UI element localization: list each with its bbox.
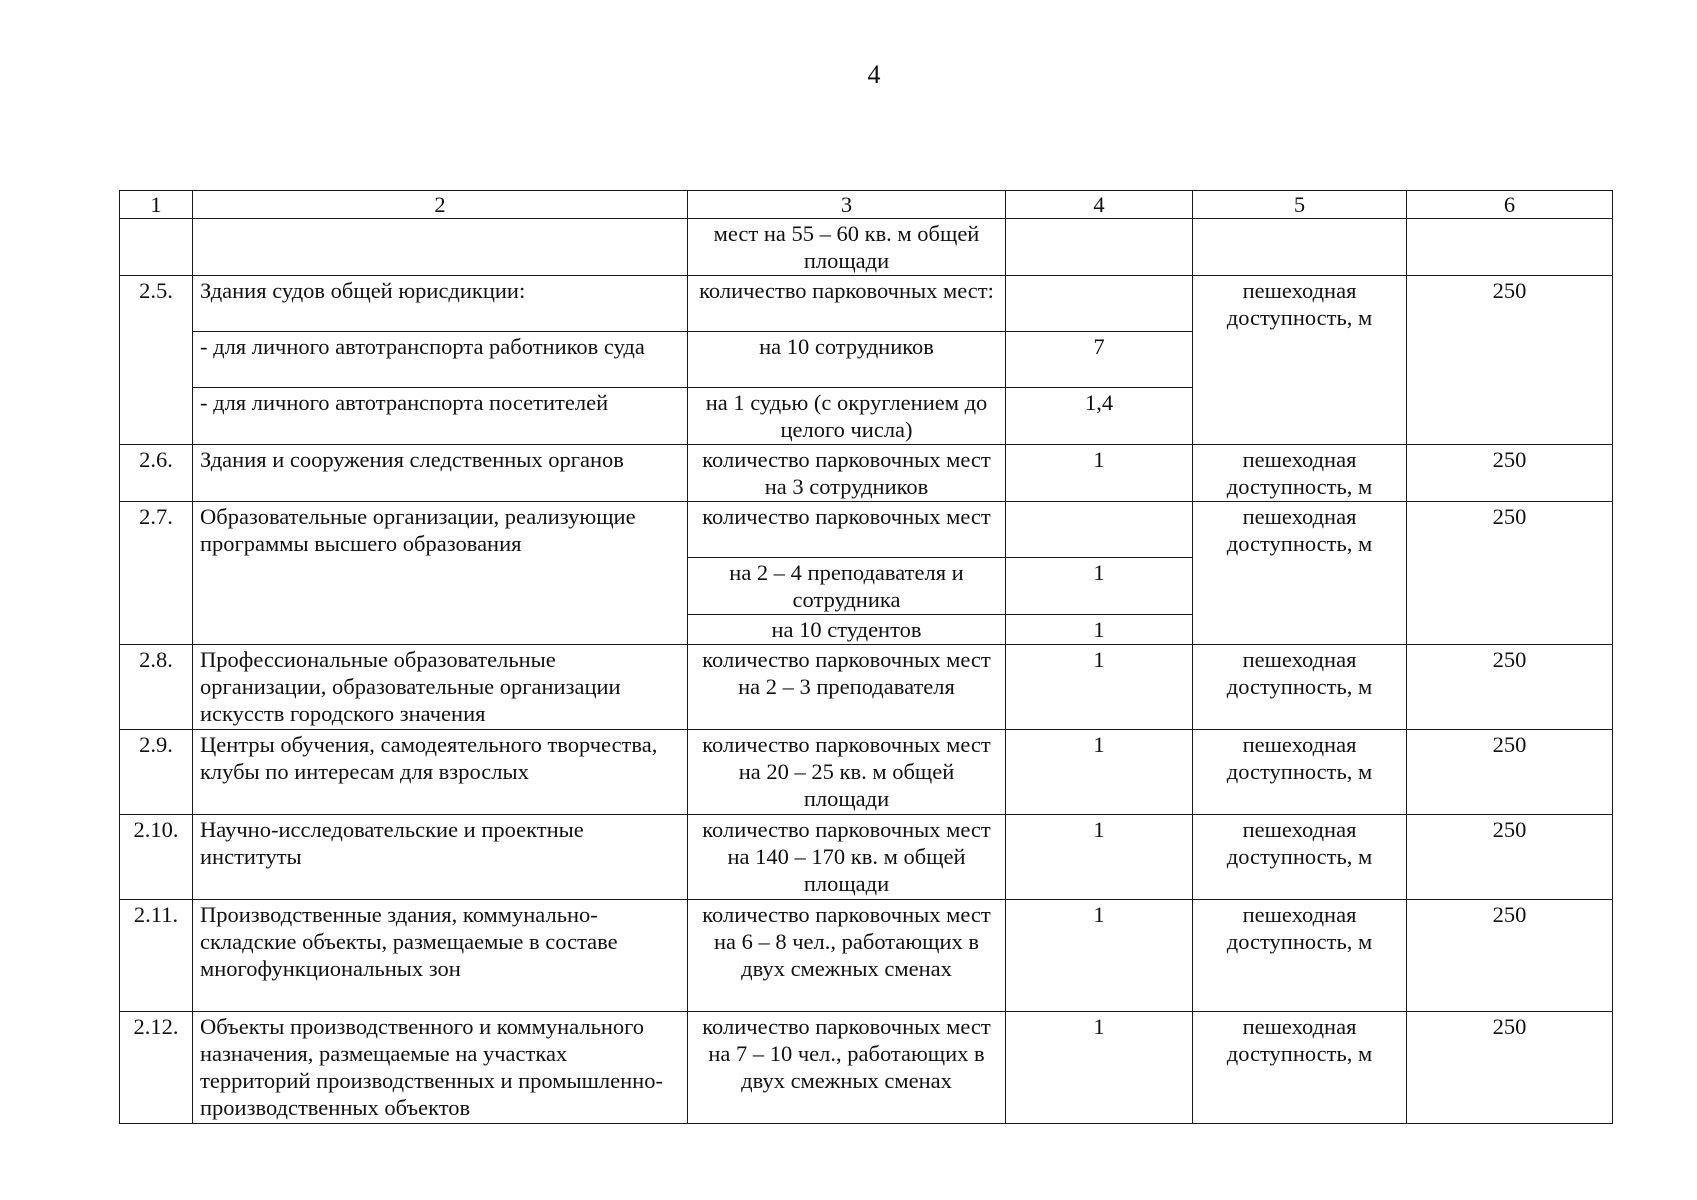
row-number: 2.8.	[120, 645, 193, 730]
calculation-basis: количество парковочных мест на 6 – 8 чел., работающих в двух смежных сменах	[688, 900, 1006, 1012]
accessibility-type: пешеходная доступность, м	[1193, 276, 1407, 445]
norm-value	[1006, 502, 1193, 558]
table-row	[120, 445, 1613, 502]
object-name	[193, 219, 688, 276]
table-row	[120, 645, 1613, 730]
distance-value: 250	[1407, 900, 1613, 1012]
accessibility-type: пешеходная доступность, м	[1193, 730, 1407, 815]
calculation-basis: на 2 – 4 преподавателя и сотрудника	[688, 558, 1006, 615]
object-name: Образовательные организации, реализующие программы высшего образования	[193, 502, 688, 645]
header-cell: 3	[688, 191, 1006, 219]
norm-value: 1	[1006, 900, 1193, 1012]
table-row	[120, 730, 1613, 815]
row-number	[120, 219, 193, 276]
calculation-basis: количество парковочных мест	[688, 502, 1006, 558]
table-row	[120, 815, 1613, 900]
distance-value: 250	[1407, 645, 1613, 730]
object-name: Объекты производственного и коммунального назначения, размещаемые на участках территорий производственных и промышленно-производственных объектов	[193, 1012, 688, 1124]
norm-value: 1	[1006, 730, 1193, 815]
object-subtype: - для личного автотранспорта работников суда	[193, 332, 688, 388]
parking-norms-table	[119, 190, 1613, 1124]
accessibility-type	[1193, 219, 1407, 276]
row-number: 2.9.	[120, 730, 193, 815]
table-row	[120, 900, 1613, 1012]
header-cell: 5	[1193, 191, 1407, 219]
calculation-basis: на 1 судью (с округлением до целого числа)	[688, 388, 1006, 445]
distance-value: 250	[1407, 502, 1613, 645]
calculation-basis: количество парковочных мест на 2 – 3 преподавателя	[688, 645, 1006, 730]
object-name: Профессиональные образовательные организации, образовательные организации искусств городского значения	[193, 645, 688, 730]
object-name: Здания и сооружения следственных органов	[193, 445, 688, 502]
accessibility-type: пешеходная доступность, м	[1193, 815, 1407, 900]
row-number: 2.11.	[120, 900, 193, 1012]
object-name: Здания судов общей юрисдикции:	[193, 276, 688, 332]
distance-value	[1407, 219, 1613, 276]
object-subtype: - для личного автотранспорта посетителей	[193, 388, 688, 445]
norm-value: 1	[1006, 558, 1193, 615]
calculation-basis: количество парковочных мест на 3 сотрудников	[688, 445, 1006, 502]
object-name: Научно-исследовательские и проектные институты	[193, 815, 688, 900]
calculation-basis: количество парковочных мест:	[688, 276, 1006, 332]
calculation-basis: количество парковочных мест на 20 – 25 кв. м общей площади	[688, 730, 1006, 815]
distance-value: 250	[1407, 276, 1613, 445]
norm-value	[1006, 219, 1193, 276]
norm-value: 1	[1006, 1012, 1193, 1124]
header-cell: 2	[193, 191, 688, 219]
table-row	[120, 219, 1613, 276]
distance-value: 250	[1407, 445, 1613, 502]
row-number: 2.12.	[120, 1012, 193, 1124]
row-number: 2.10.	[120, 815, 193, 900]
accessibility-type: пешеходная доступность, м	[1193, 900, 1407, 1012]
table-row	[120, 276, 1613, 332]
accessibility-type: пешеходная доступность, м	[1193, 645, 1407, 730]
table-row	[120, 502, 1613, 558]
accessibility-type: пешеходная доступность, м	[1193, 445, 1407, 502]
accessibility-type: пешеходная доступность, м	[1193, 502, 1407, 645]
distance-value: 250	[1407, 815, 1613, 900]
header-cell: 1	[120, 191, 193, 219]
calculation-basis: количество парковочных мест на 7 – 10 чел., работающих в двух смежных сменах	[688, 1012, 1006, 1124]
page-number: 4	[867, 60, 881, 89]
norm-value: 1	[1006, 615, 1193, 645]
table-header-row	[120, 191, 1613, 219]
distance-value: 250	[1407, 730, 1613, 815]
table-row	[120, 1012, 1613, 1124]
header-cell: 6	[1407, 191, 1613, 219]
calculation-basis: на 10 студентов	[688, 615, 1006, 645]
calculation-basis: количество парковочных мест на 140 – 170 кв. м общей площади	[688, 815, 1006, 900]
norm-value: 1	[1006, 445, 1193, 502]
norm-value: 1	[1006, 815, 1193, 900]
norm-value: 1	[1006, 645, 1193, 730]
header-cell: 4	[1006, 191, 1193, 219]
norm-value: 7	[1006, 332, 1193, 388]
row-number: 2.5.	[120, 276, 193, 445]
distance-value: 250	[1407, 1012, 1613, 1124]
object-name: Центры обучения, самодеятельного творчества, клубы по интересам для взрослых	[193, 730, 688, 815]
row-number: 2.7.	[120, 502, 193, 645]
norm-value: 1,4	[1006, 388, 1193, 445]
norm-value	[1006, 276, 1193, 332]
calculation-basis: мест на 55 – 60 кв. м общей площади	[688, 219, 1006, 276]
row-number: 2.6.	[120, 445, 193, 502]
accessibility-type: пешеходная доступность, м	[1193, 1012, 1407, 1124]
calculation-basis: на 10 сотрудников	[688, 332, 1006, 388]
object-name: Производственные здания, коммунально-складские объекты, размещаемые в составе многофункциональных зон	[193, 900, 688, 1012]
